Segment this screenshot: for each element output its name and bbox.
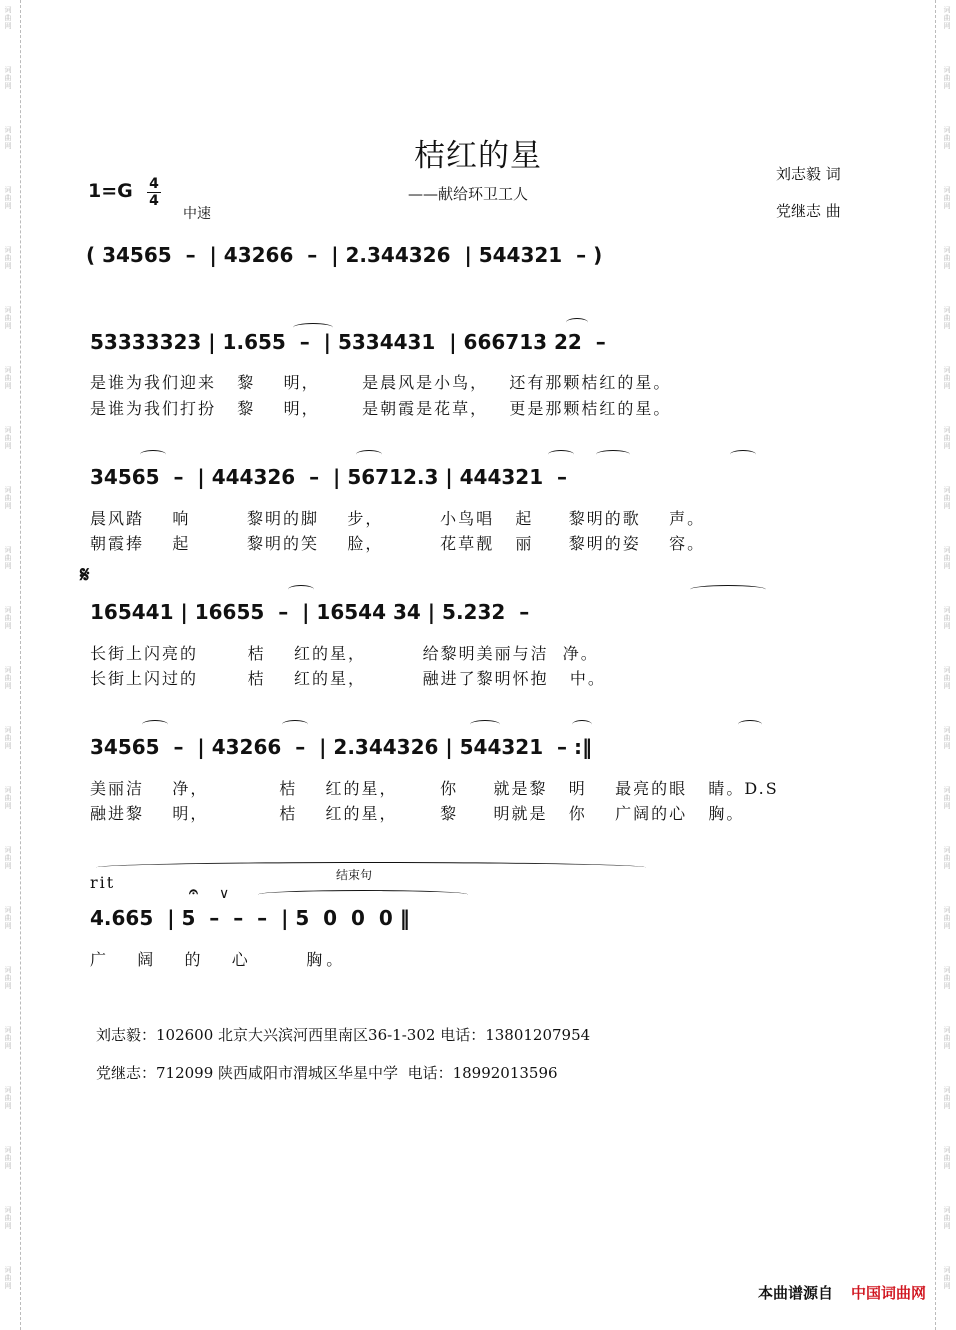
watermark-text: 词 曲 网 [4,546,12,570]
watermark-text: 词 曲 网 [943,1146,951,1170]
watermark-text: 词 曲 网 [4,786,12,810]
watermark-text: 词 曲 网 [943,186,951,210]
watermark-text: 词 曲 网 [4,126,12,150]
watermark-text: 词 曲 网 [4,1206,12,1230]
ending-label: 结束句 [336,868,373,882]
time-bottom: 4 [147,192,161,209]
watermark-text: 词 曲 网 [943,246,951,270]
brand-text: 本曲谱源自 [757,1284,833,1302]
time-signature [147,176,161,209]
watermark-text: 词 曲 网 [4,186,12,210]
slur [548,450,574,459]
watermark-text: 词 曲 网 [4,306,12,330]
lyric-line-3a: 晨风踏 响 黎明的脚 步， 小鸟唱 起 黎明的歌 声。 [90,509,706,528]
watermark-text: 词 曲 网 [943,786,951,810]
watermark-text: 词 曲 网 [943,966,951,990]
breath-mark-icon: ∨ [219,886,230,902]
watermark-text: 词 曲 网 [943,1206,951,1230]
fermata-icon: 𝄐 [189,882,198,901]
tempo-marking: 中速 [183,206,211,222]
watermark-text: 词 曲 网 [4,906,12,930]
slur [690,585,766,594]
key-label: 1=G [88,180,133,202]
brand-site-link[interactable]: 中国词曲网 [850,1284,926,1302]
watermark-text: 词 曲 网 [4,606,12,630]
page-title: 桔红的星 [414,138,542,174]
rit-bracket [96,862,646,873]
footer-line-composer: 党继志：712099 陕西咸阳市渭城区华星中学 电话：18992013596 [96,1064,558,1082]
watermark-text: 词 曲 网 [943,426,951,450]
slur [293,323,333,332]
slur [738,720,762,729]
watermark-text: 词 曲 网 [943,306,951,330]
watermark-text: 词 曲 网 [4,486,12,510]
slur [142,720,168,729]
watermark-text: 词 曲 网 [4,966,12,990]
notation-line-2: 53333323 | 1.655 – | 5334431 | 666713 22 – [90,330,606,354]
notation-line-5: 34565 – | 43266 – | 2.344326 | 544321 – :‖ [90,735,593,759]
watermark-text: 词 曲 网 [943,726,951,750]
subtitle: ——献给环卫工人 [408,185,529,203]
source-brand [758,1282,926,1303]
right-watermark-strip [935,0,956,1330]
slur [140,450,166,459]
watermark-text: 词 曲 网 [943,1266,951,1290]
watermark-text: 词 曲 网 [4,1086,12,1110]
slur [470,720,500,729]
watermark-text: 词 曲 网 [4,246,12,270]
notation-line-3: 34565 – | 444326 – | 56712.3 | 444321 – [90,465,568,489]
watermark-text: 词 曲 网 [4,726,12,750]
watermark-text: 词 曲 网 [4,1026,12,1050]
footer-line-lyricist: 刘志毅：102600 北京大兴滨河西里南区36-1-302 电话：13801207954 [96,1026,591,1044]
watermark-text: 词 曲 网 [943,606,951,630]
watermark-text: 词 曲 网 [943,486,951,510]
lyric-line-5b: 融进黎 明， 桔 红的星， 黎 明就是 你 广阔的心 胸。 [90,804,745,823]
time-top: 4 [149,176,159,192]
notation-line-4: 165441 | 16655 – | 16544 34 | 5.232 – [90,600,530,624]
slur [356,450,382,459]
lyric-line-6: 广 阔 的 心 胸。 [90,950,347,969]
lyricist-credit: 刘志毅 词 [776,165,841,183]
left-watermark-strip [0,0,21,1330]
watermark-text: 词 曲 网 [4,1266,12,1290]
lyric-line-5a: 美丽洁 净， 桔 红的星， 你 就是黎 明 最亮的眼 睛。D.S [90,779,779,798]
key-signature [88,180,133,202]
notation-line-6: 4.665 | 5 – – – | 5 0 0 0 ‖ [90,906,410,930]
watermark-text: 词 曲 网 [943,666,951,690]
watermark-text: 词 曲 网 [4,426,12,450]
watermark-text: 词 曲 网 [943,6,951,30]
composer-credit: 党继志 曲 [776,202,841,220]
watermark-text: 词 曲 网 [943,906,951,930]
watermark-text: 词 曲 网 [943,66,951,90]
lyric-line-2b: 是谁为我们打扮 黎 明， 是朝霞是花草， 更是那颗桔红的星。 [90,399,672,418]
watermark-text: 词 曲 网 [943,546,951,570]
watermark-text: 词 曲 网 [4,846,12,870]
watermark-text: 词 曲 网 [943,126,951,150]
watermark-text: 词 曲 网 [943,366,951,390]
watermark-text: 词 曲 网 [4,6,12,30]
watermark-text: 词 曲 网 [4,666,12,690]
watermark-text: 词 曲 网 [4,366,12,390]
watermark-text: 词 曲 网 [943,1086,951,1110]
rit-marking: rit [90,873,116,892]
watermark-text: 词 曲 网 [4,66,12,90]
slur [730,450,756,459]
watermark-text: 词 曲 网 [4,1146,12,1170]
slur [596,450,630,459]
notation-line-1: ( 34565 – | 43266 – | 2.344326 | 544321 – ) [86,243,603,267]
slur [282,720,308,729]
slur [572,720,592,729]
watermark-text: 词 曲 网 [943,846,951,870]
ending-tie [258,890,468,899]
segno-sign: 𝄋 [80,562,90,588]
lyric-line-4b: 长街上闪过的 桔 红的星， 融进了黎明怀抱 中。 [90,669,606,688]
slur [288,585,314,594]
lyric-line-4a: 长街上闪亮的 桔 红的星， 给黎明美丽与洁 净。 [90,644,599,663]
watermark-text: 词 曲 网 [943,1026,951,1050]
lyric-line-2a: 是谁为我们迎来 黎 明， 是晨风是小鸟， 还有那颗桔红的星。 [90,373,672,392]
lyric-line-3b: 朝霞捧 起 黎明的笑 脸， 花草靓 丽 黎明的姿 容。 [90,534,706,553]
slur [566,318,588,327]
